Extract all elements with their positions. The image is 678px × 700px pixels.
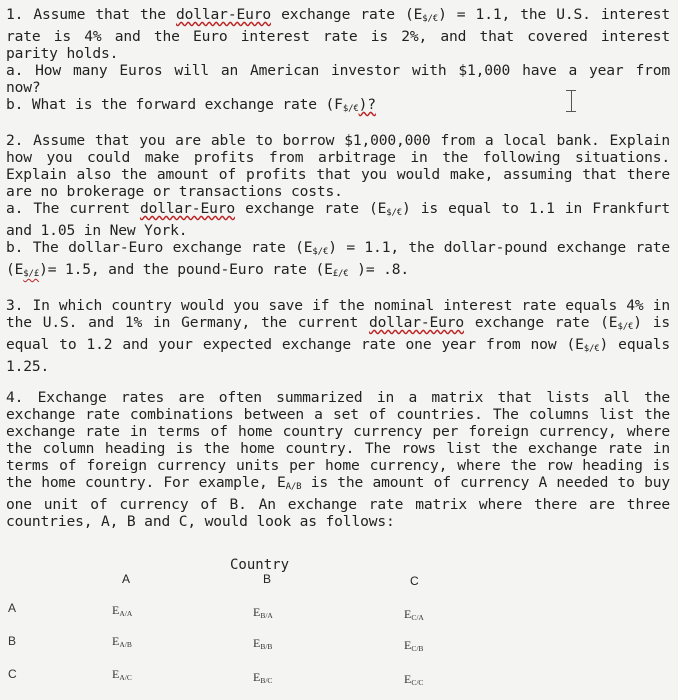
q2a-text-mid: exchange rate (E <box>234 200 387 217</box>
q3-text-end: ) equals 1.25. <box>6 336 671 375</box>
matrix-cell: EA/C <box>112 667 132 682</box>
question-2a <box>6 200 670 239</box>
q2a-text-start: a. The current <box>6 200 140 217</box>
matrix-column-a: A <box>122 572 131 586</box>
q1-dollar-euro-term: dollar-Euro <box>176 6 271 23</box>
question-2: 2. Assume that you are able to borrow $1,000,000 from a local bank. Explain how you could make profits from arbitrage in the following situations. Explain also the amount of profits that you would make, assuming that there are no brokerage or transactions costs. <box>6 132 670 200</box>
q1-text-mid: exchange rate (E <box>271 6 423 23</box>
matrix-cell: EB/B <box>253 636 273 651</box>
matrix-cell: EA/A <box>112 603 133 618</box>
matrix-cell: EC/A <box>404 607 424 622</box>
q2a-subscript: $/€ <box>386 208 403 218</box>
q2b-text-start: b. The dollar-Euro exchange rate (E <box>6 239 313 256</box>
question-1a: a. How many Euros will an American investor with $1,000 have a year from now? <box>6 62 670 96</box>
matrix-row-b: B <box>8 634 17 648</box>
q2b-text-end: )= .8. <box>348 261 410 278</box>
q4-text-start: 4. Exchange rates are often summarized in a matrix that lists all the exchange rate combinations between a set of countries. The columns list the exchange rate in terms of home country currency per foreign currency, where the column heading is the home country. The rows list the exchange rate in terms of foreign currency units per home currency, where the row heading is the home country. For example, E <box>6 389 670 491</box>
matrix-cell: EC/B <box>404 638 424 653</box>
q3-text-start: 3. In which country would you save if the nominal interest rate equals 4% in the U.S. and 1% in Germany, the current <box>6 297 670 331</box>
q4-text-end: is the amount of currency A needed to buy one unit of currency of B. An exchange rate matrix where there are three countries, A, B and C, would look as follows: <box>6 474 670 530</box>
text-cursor-icon <box>566 90 576 112</box>
q2b-subscript-1: $/€ <box>312 247 329 257</box>
q2b-text-mid-2: )= 1.5, and the pound-Euro rate (E <box>39 261 333 278</box>
question-2b <box>6 239 670 283</box>
matrix-column-c: C <box>410 574 419 588</box>
q1-text-start: 1. Assume that the <box>6 6 176 23</box>
question-4 <box>6 389 670 530</box>
q2b-text-mid-1: ) = 1.1, the dollar-pound exchange rate (E <box>6 239 670 278</box>
matrix-header <box>0 555 678 588</box>
q1b-text-end: )? <box>358 96 376 113</box>
q2a-dollar-euro-term: dollar-Euro <box>139 200 235 217</box>
q3-text-mid-2: ) is equal to 1.2 and your expected exchange rate one year from now (E <box>6 314 670 353</box>
matrix-column-b: B <box>263 572 272 586</box>
q1b-subscript: $/€ <box>342 104 359 114</box>
q1b-text: b. What is the forward exchange rate (F <box>6 96 343 113</box>
matrix-cell: EB/C <box>253 670 273 685</box>
question-1 <box>6 6 670 62</box>
document-body <box>6 6 670 530</box>
q1-subscript: $/€ <box>422 14 439 24</box>
q1-text-end: ) = 1.1, the U.S. interest rate is 4% and the Euro interest rate is 2%, and that covered interest parity holds. <box>6 6 670 62</box>
q3-subscript-2: $/€ <box>583 344 600 354</box>
q2a-text-end: ) is equal to 1.1 in Frankfurt and 1.05 in New York. <box>6 200 670 239</box>
q3-dollar-euro-term: dollar-Euro <box>369 314 465 331</box>
q3-subscript-1: $/€ <box>617 322 634 332</box>
matrix-row-a: A <box>8 601 17 615</box>
matrix-row-c: C <box>8 667 17 681</box>
q2b-subscript-2: $/£ <box>23 269 40 279</box>
q4-subscript: A/B <box>285 482 302 492</box>
matrix-cell: EA/B <box>112 634 132 649</box>
matrix-cell: EB/A <box>253 605 273 620</box>
q2b-subscript-3: £/€ <box>332 269 349 279</box>
matrix-cell: EC/C <box>404 672 424 687</box>
matrix-heading: Country <box>230 557 290 573</box>
q3-text-mid: exchange rate (E <box>464 314 618 331</box>
question-3 <box>6 297 670 375</box>
